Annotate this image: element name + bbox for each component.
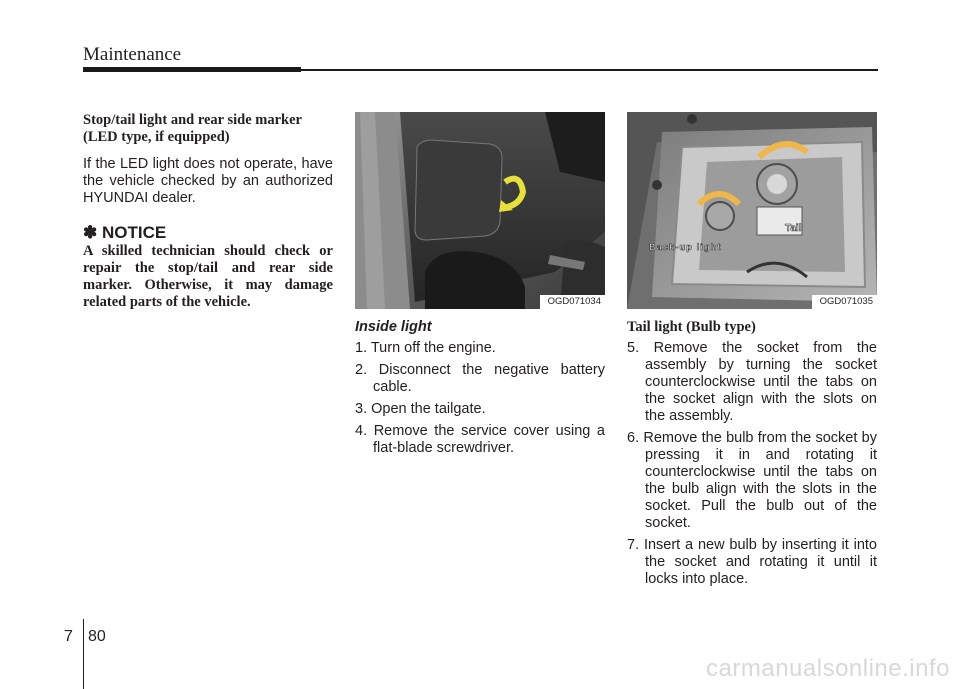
notice-text: A skilled technician should check or repair the stop/tail and rear side marker. Otherwise, it may damage related parts of the vehicle. [83,243,333,310]
figure-code: OGD071035 [812,295,877,309]
step-item: 6. Remove the bulb from the socket by pressing it in and rotating it counterclockwise until the tabs on the bulb align with the slots in the socket. Pull the bulb out of the socket. [627,430,877,531]
led-paragraph: If the LED light does not operate, have the vehicle checked by an authorized HYUNDAI dealer. [83,156,333,206]
header-rule-thin [301,69,878,71]
section-heading: Stop/tail light and rear side marker (LED type, if equipped) [83,112,302,145]
watermark: carmanualsonline.info [706,655,950,682]
chapter-number: 7 [64,628,73,645]
step-item: 7. Insert a new bulb by inserting it into the socket and rotating it until it locks into place. [627,537,877,587]
notice-title: NOTICE [101,223,167,242]
footer-rule [83,619,84,689]
step-item: 5. Remove the socket from the assembly by turning the socket counterclockwise until the tabs on the socket align with the slots on the assembly. [627,340,877,424]
notice-icon: ✽ [83,223,98,242]
service-cover-figure [355,112,605,309]
header-rule-thick [83,67,301,72]
notice-heading [83,223,333,243]
inside-light-steps [355,340,605,457]
step-item: 2. Disconnect the negative battery cable. [355,362,605,395]
left-column [83,112,333,311]
tail-light-photo [627,112,877,309]
tail-light-figure [627,112,877,309]
page-number: 80 [88,628,106,645]
step-item: 1. Turn off the engine. [355,340,496,356]
tail-light-heading: Tail light (Bulb type) [627,319,756,335]
tail-light-steps [627,340,877,588]
figure-code: OGD071034 [540,295,605,309]
right-column [627,112,877,588]
middle-column [355,112,605,457]
tail-tag: Tail [785,223,802,234]
inside-light-heading: Inside light [355,319,432,335]
page-header-title: Maintenance [83,44,182,65]
step-item: 3. Open the tailgate. [355,401,486,417]
service-cover-photo [355,112,605,309]
backup-light-tag: Back-up light [649,242,722,252]
step-item: 4. Remove the service cover using a flat-blade screwdriver. [355,423,605,456]
